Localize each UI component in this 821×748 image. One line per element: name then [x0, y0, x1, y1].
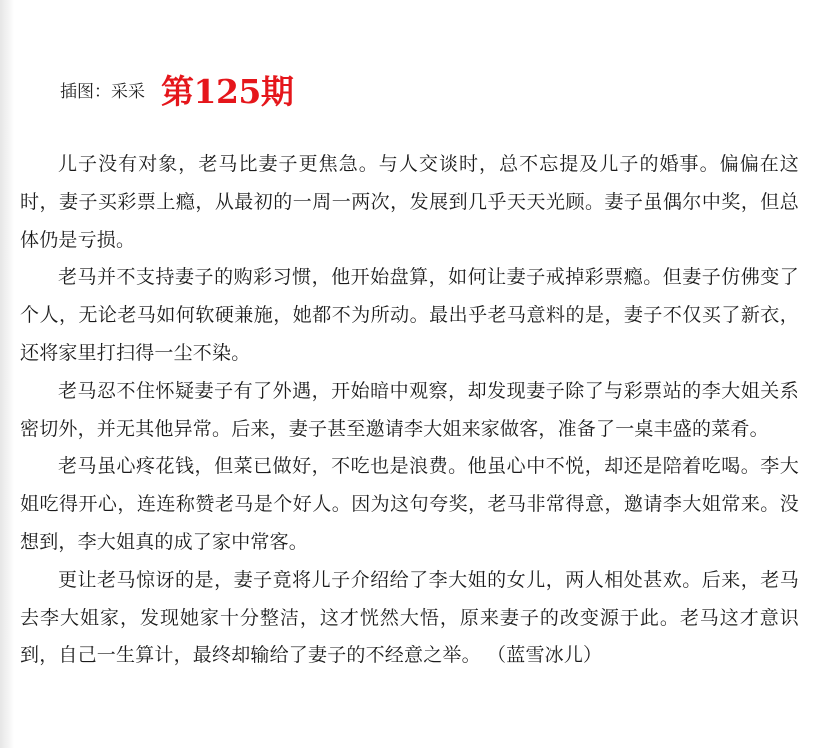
paragraph: 更让老马惊讶的是，妻子竟将儿子介绍给了李大姐的女儿，两人相处甚欢。后来，老马去李大姐家，发现她家十分整洁，这才恍然大悟，原来妻子的改变源于此。老马这才意识到，自己一生算计，最终却输给了妻子的不经意之举。 （蓝雪冰儿）: [20, 568, 799, 667]
paragraph: 老马虽心疼花钱，但菜已做好，不吃也是浪费。他虽心中不悦，却还是陪着吃喝。李大姐吃得开心，连连称赞老马是个好人。因为这句夸奖，老马非常得意，邀请李大姐常来。没想到，李大姐真的成了家中常客。: [20, 455, 799, 553]
paragraph: 老马忍不住怀疑妻子有了外遇，开始暗中观察，却发现妻子除了与彩票站的李大姐关系密切外，并无其他异常。后来，妻子甚至邀请李大姐来家做客，准备了一桌丰盛的菜肴。: [20, 379, 799, 440]
paragraph: 儿子没有对象，老马比妻子更焦急。与人交谈时，总不忘提及儿子的婚事。偏偏在这时，妻子买彩票上瘾，从最初的一周一两次，发展到几乎天天光顾。妻子虽偶尔中奖，但总体仍是亏损。: [20, 153, 799, 251]
page-edge-shadow: [0, 0, 14, 748]
illustration-credit: 插图：采采: [60, 82, 145, 102]
article-header: [60, 72, 293, 112]
issue-number: 第125期: [161, 72, 294, 111]
article-body: [20, 146, 799, 675]
paragraph: 老马并不支持妻子的购彩习惯，他开始盘算，如何让妻子戒掉彩票瘾。但妻子仿佛变了个人，无论老马如何软硬兼施，她都不为所动。最出乎老马意料的是，妻子不仅买了新衣，还将家里打扫得一尘不染。: [20, 266, 799, 364]
